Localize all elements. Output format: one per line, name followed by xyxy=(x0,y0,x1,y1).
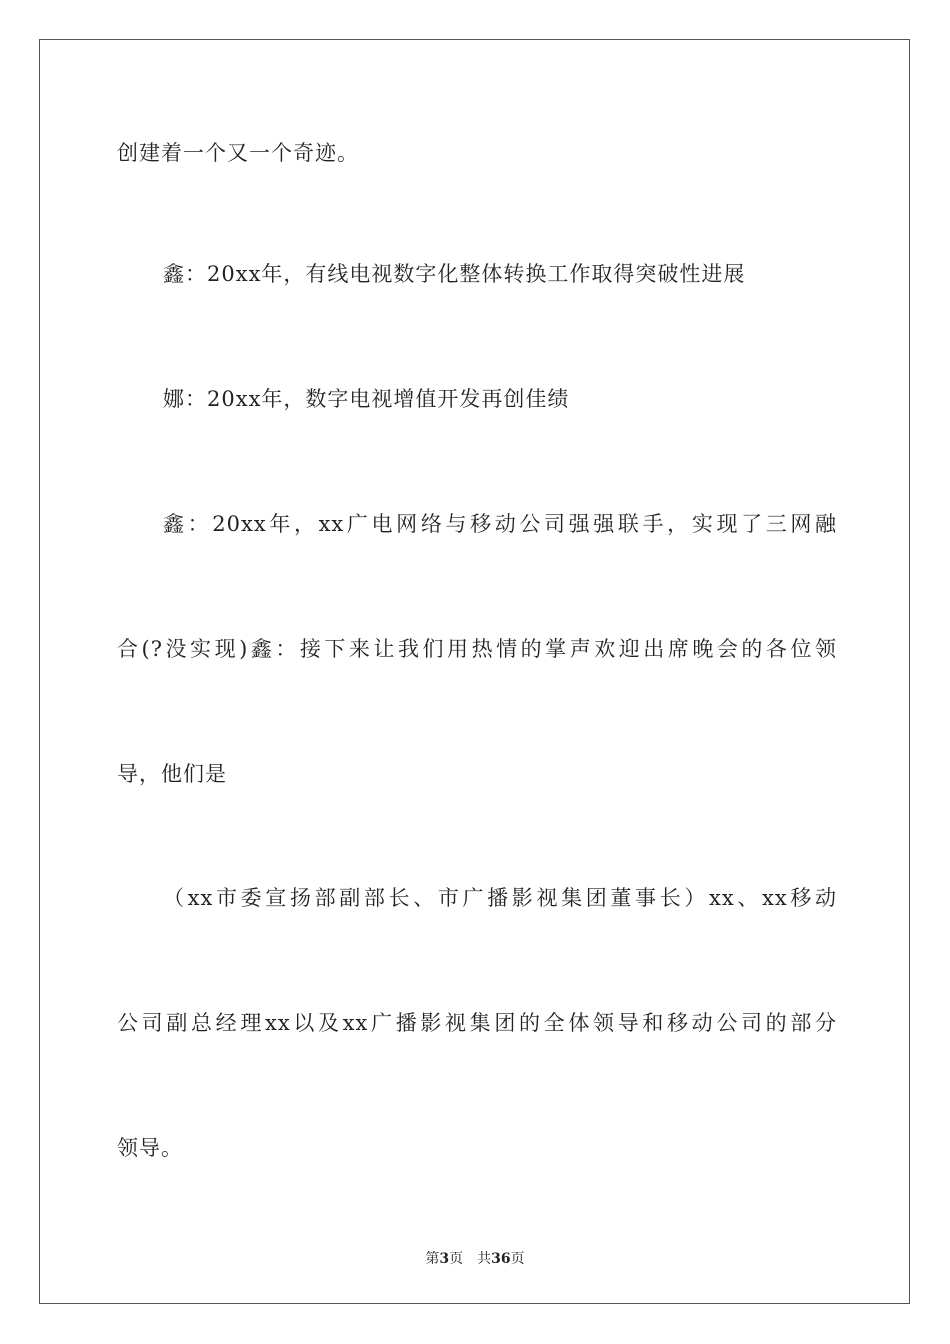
text-line-4: 鑫：20xx年，xx广电网络与移动公司强强联手，实现了三网融 xyxy=(163,512,837,536)
text-line-1: 创建着一个又一个奇迹。 xyxy=(117,141,359,165)
total-pages: 36 xyxy=(491,1251,511,1267)
text-line-8: 公司副总经理xx以及xx广播影视集团的全体领导和移动公司的部分 xyxy=(117,1011,837,1035)
page-prefix: 第 xyxy=(425,1251,440,1267)
total-prefix: 共 xyxy=(477,1251,492,1267)
text-line-2: 鑫：20xx年，有线电视数字化整体转换工作取得突破性进展 xyxy=(163,262,746,286)
page-footer xyxy=(0,1248,950,1268)
text-line-7: （xx市委宣扬部副部长、市广播影视集团董事长）xx、xx移动 xyxy=(163,886,837,910)
page-suffix: 页 xyxy=(449,1251,464,1267)
text-line-3: 娜：20xx年，数字电视增值开发再创佳绩 xyxy=(163,387,570,411)
page-number: 3 xyxy=(439,1251,450,1267)
text-line-9: 领导。 xyxy=(117,1136,183,1160)
page-border xyxy=(39,39,910,1304)
text-line-6: 导，他们是 xyxy=(117,762,227,786)
total-suffix: 页 xyxy=(510,1251,525,1267)
text-line-5: 合(?没实现)鑫：接下来让我们用热情的掌声欢迎出席晚会的各位领 xyxy=(117,637,837,661)
